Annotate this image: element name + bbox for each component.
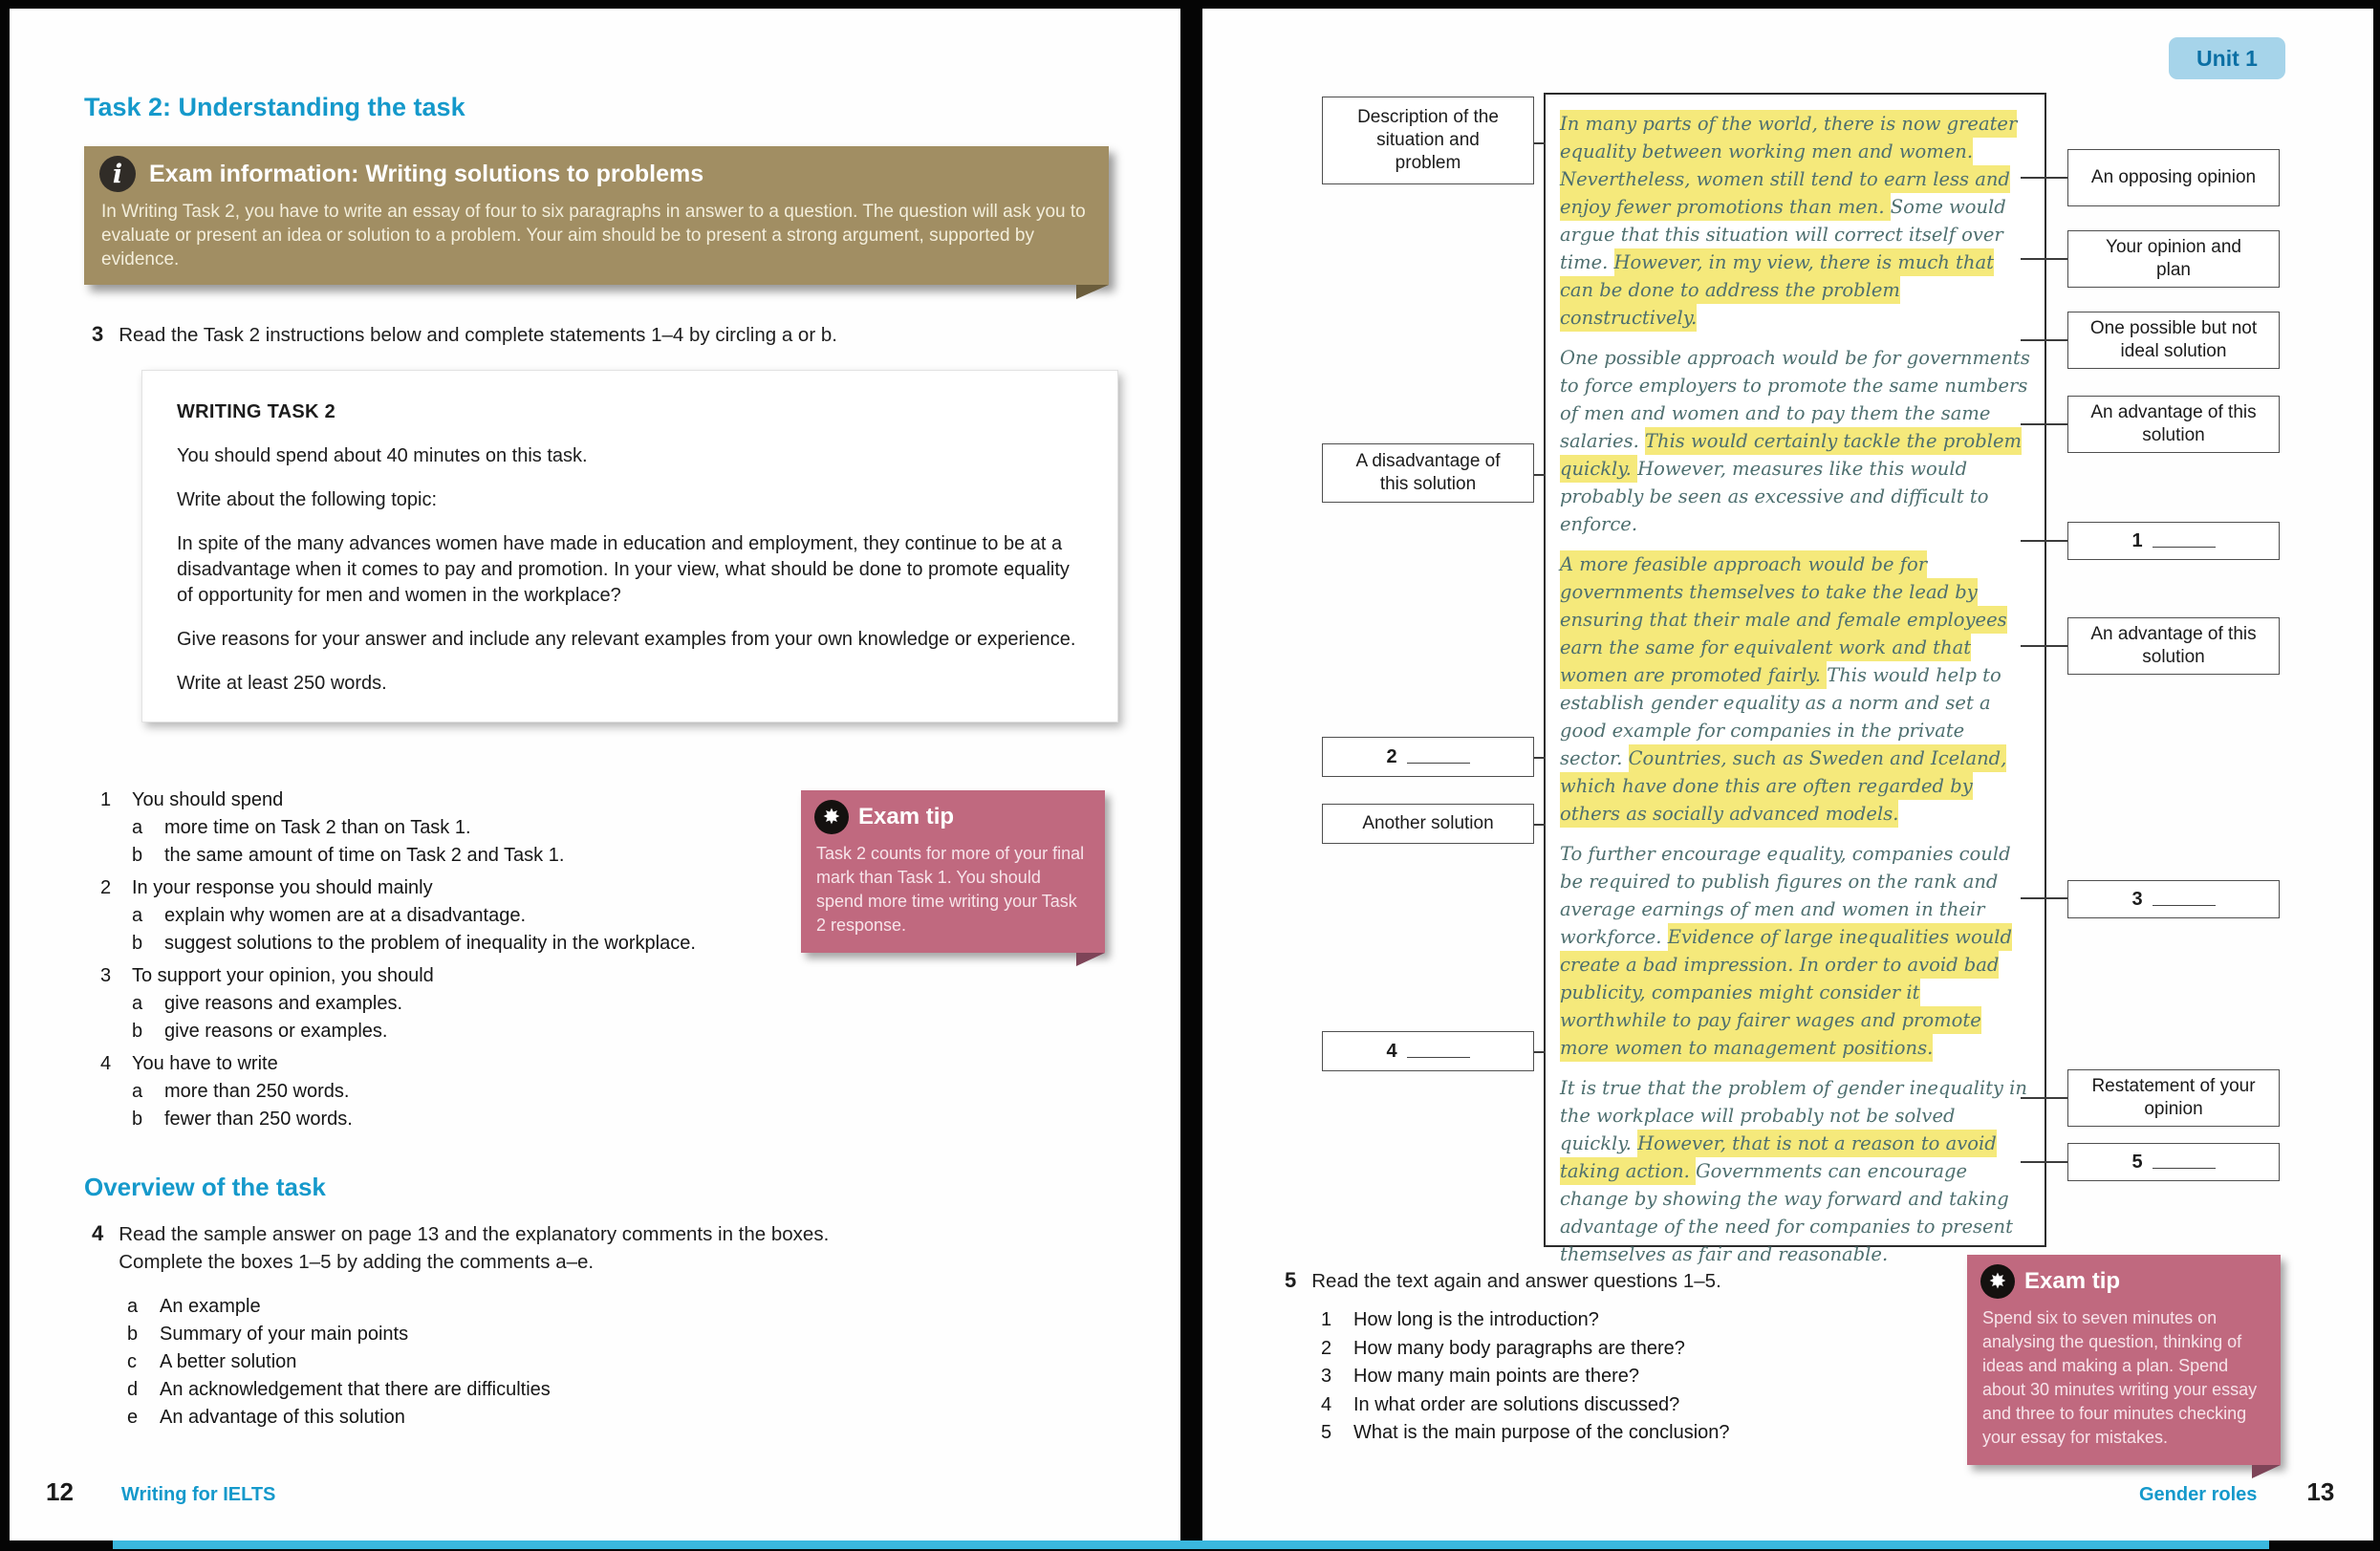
exam-tip-body: Spend six to seven minutes on analysing the question, thinking of ideas and making a plan. Spend about 30 minutes writing your essay and three to four minutes checking your essay for mistakes. [1982, 1308, 2258, 1447]
unit-tab: Unit 1 [2169, 37, 2285, 79]
essay-highlighted-text: Evidence of large inequalities would create a bad impression. In order to avoid bad publicity, companies might consider it worthwhile to pay fairer wages and promote more women to management positions. [1560, 923, 2012, 1062]
statement-number: 3 [100, 965, 112, 986]
page-number: 13 [2306, 1477, 2335, 1506]
option-letter: b [132, 933, 143, 954]
connector-line [1532, 1051, 1546, 1053]
comment-option [127, 1348, 551, 1376]
comment-text: A better solution [160, 1351, 297, 1372]
connector-line [1532, 757, 1546, 759]
question-number: 3 [1321, 1366, 1332, 1387]
essay-highlighted-text: However, that is not a reason to avoid taking action. [1560, 1130, 1997, 1185]
footer [46, 1477, 275, 1507]
footer-unit-title: Gender roles [2139, 1484, 2258, 1505]
question-row [1321, 1306, 1730, 1335]
question-text: How many main points are there? [1353, 1366, 1640, 1387]
option-text: give reasons and examples. [164, 993, 403, 1014]
connector-line [2021, 339, 2069, 341]
question-number: 2 [1321, 1337, 1332, 1359]
answer-box-1: 1 [2067, 522, 2280, 560]
question-row [1321, 1391, 1730, 1420]
comment-label-your-opinion: Your opinion and plan [2067, 230, 2280, 288]
statement-number: 4 [100, 1053, 112, 1074]
exam-tip-box [801, 790, 1105, 953]
book-spread [10, 9, 2373, 1540]
exam-tip-box [1967, 1255, 2281, 1465]
statement-4 [100, 1050, 789, 1133]
exam-tip-header [814, 800, 1090, 834]
exercise-number: 5 [1285, 1268, 1297, 1292]
exercise-instruction [119, 1220, 829, 1276]
comment-text: Summary of your main points [160, 1324, 409, 1345]
task-topic: In spite of the many advances women have made in education and employment, they continue to be at a disadvantage when it comes to pay and promotion. In your view, what should be done to promote equality of opportunity for men and women in the workplace? [177, 533, 1070, 606]
question-number: 4 [1321, 1393, 1332, 1415]
writing-task-title: WRITING TASK 2 [177, 401, 336, 422]
question-text: How long is the introduction? [1353, 1309, 1599, 1330]
question-text: In what order are solutions discussed? [1353, 1393, 1680, 1415]
exercise-instruction: Read the Task 2 instructions below and complete statements 1–4 by circling a or b. [119, 324, 837, 346]
comment-option [127, 1404, 551, 1432]
exercise-instruction: Read the text again and answer questions 1–5. [1311, 1270, 1721, 1292]
essay-text: Governments can encourage change by showing the way forward and taking advantage of the need for companies to present themselves as fair and reasonable. [1560, 1160, 2013, 1265]
exam-tip-title: Exam tip [2024, 1268, 2121, 1294]
overview-heading: Overview of the task [84, 1173, 326, 1201]
page-12 [10, 9, 1180, 1540]
answer-box-2: 2 [1322, 737, 1534, 777]
comment-option [127, 1293, 551, 1321]
statement-2 [100, 874, 789, 958]
connector-line [1532, 824, 1546, 826]
connector-line [2021, 645, 2069, 647]
essay-paragraph-2 [1560, 344, 2030, 538]
comment-letter: e [127, 1407, 139, 1428]
exam-info-header [99, 156, 1090, 192]
comment-letter: d [127, 1379, 139, 1400]
statement-stem: You have to write [132, 1053, 278, 1074]
comment-label-another-solution: Another solution [1322, 804, 1534, 844]
page-13 [1202, 9, 2373, 1540]
answer-blank [1407, 750, 1470, 764]
essay-highlighted-text: A more feasible approach would be for governments themselves to take the lead by ensuring that their male and female employees earn the same for equivalent work and that women are promoted fairly. [1560, 550, 2007, 689]
essay-text: It is true that the problem of gender inequality in the workplace will probably not be solved quickly. [1560, 1077, 2027, 1154]
statement-number: 1 [100, 789, 112, 810]
question-text: What is the main purpose of the conclusion? [1353, 1422, 1730, 1443]
answer-blank [2153, 893, 2216, 906]
question-row [1321, 1335, 1730, 1364]
comment-option [127, 1376, 551, 1404]
essay-paragraph-5 [1560, 1074, 2030, 1268]
comment-letter: c [127, 1351, 137, 1372]
option-text: fewer than 250 words. [164, 1109, 353, 1130]
essay-text: This would help to establish gender equality as a norm and set a good example for companies in the private sector. [1560, 664, 2001, 769]
instruction-line: Complete the boxes 1–5 by adding the comments a–e. [119, 1251, 595, 1273]
essay-highlighted-text: However, in my view, there is much that can be done to address the problem constructively. [1560, 248, 1994, 332]
statement-stem: To support your opinion, you should [132, 965, 434, 986]
answer-blank [2153, 534, 2216, 548]
option-letter: a [132, 905, 143, 926]
answer-blank [1407, 1045, 1470, 1058]
option-letter: a [132, 1081, 143, 1102]
connector-line [2021, 177, 2069, 179]
comment-label-advantage-2: An advantage of this solution [2067, 617, 2280, 675]
task-line: Give reasons for your answer and include any relevant examples from your own knowledge or experience. [177, 629, 1076, 650]
statement-stem: You should spend [132, 789, 284, 810]
statement-3 [100, 962, 789, 1045]
answer-box-4: 4 [1322, 1031, 1534, 1071]
exercise-number: 4 [92, 1221, 104, 1245]
connector-line [2021, 1097, 2069, 1099]
connector-line [2021, 540, 2069, 542]
comments-list [127, 1293, 551, 1432]
essay-highlighted-text: This would certainly tackle the problem quickly. [1560, 427, 2022, 483]
option-letter: b [132, 1021, 143, 1042]
task-line: Write about the following topic: [177, 489, 438, 510]
essay-text: One possible approach would be for governments to force employers to promote the same numbers of men and women and to pay them the same salaries. [1560, 347, 2030, 452]
exam-info-body: In Writing Task 2, you have to write an essay of four to six paragraphs in answer to a question. The question will ask you to evaluate or present an idea or solution to a problem. Your aim should be to present a strong argument, supported by evidence. [101, 202, 1086, 269]
comment-label-restatement: Restatement of your opinion [2067, 1069, 2280, 1127]
statement-number: 2 [100, 877, 112, 898]
comment-label-disadvantage: A disadvantage of this solution [1322, 443, 1534, 503]
comment-text: An acknowledgement that there are difficulties [160, 1379, 551, 1400]
option-letter: a [132, 817, 143, 838]
exercise-5 [1285, 1268, 1721, 1293]
page-number: 12 [46, 1477, 74, 1506]
essay-highlighted-text: Countries, such as Sweden and Iceland, which have done this are often regarded by others as socially advanced models. [1560, 744, 2006, 828]
statement-stem: In your response you should mainly [132, 877, 433, 898]
essay-paragraph-4 [1560, 840, 2030, 1062]
statements-list [100, 786, 789, 1138]
option-text: more time on Task 2 than on Task 1. [164, 817, 471, 838]
option-text: explain why women are at a disadvantage. [164, 905, 527, 926]
option-letter: b [132, 845, 143, 866]
essay-paragraph-1 [1560, 110, 2030, 332]
option-text: suggest solutions to the problem of inequality in the workplace. [164, 933, 696, 954]
connector-line [1532, 142, 1546, 144]
exam-tip-title: Exam tip [858, 804, 955, 829]
comment-option [127, 1321, 551, 1348]
essay-highlighted-text: In many parts of the world, there is now greater equality between working men and women. Nevertheless, women still tend to earn less and enjoy fewer promotions than men. [1560, 110, 2017, 221]
option-text: the same amount of time on Task 2 and Task 1. [164, 845, 565, 866]
lightbulb-icon: ✸ [814, 800, 849, 834]
answer-blank [2153, 1155, 2216, 1169]
statement-1 [100, 786, 789, 870]
essay-text: To further encourage equality, companies could be required to publish figures on the rank and average earnings of men and women in their workforce. [1560, 843, 2011, 948]
question-row [1321, 1419, 1730, 1448]
answer-box-5: 5 [2067, 1143, 2280, 1181]
essay-text: However, measures like this would probably be seen as excessive and difficult to enforce. [1560, 458, 1989, 535]
info-icon: i [99, 156, 136, 192]
option-letter: b [132, 1109, 143, 1130]
exam-info-title: Exam information: Writing solutions to problems [149, 160, 704, 187]
exam-tip-header [1980, 1264, 2265, 1299]
writing-task-box [141, 370, 1118, 722]
comment-label-opposing-opinion: An opposing opinion [2067, 149, 2280, 206]
question-text: How many body paragraphs are there? [1353, 1337, 1685, 1359]
book-edge-strip [113, 1540, 2269, 1549]
question-number: 5 [1321, 1422, 1332, 1443]
exam-tip-body: Task 2 counts for more of your final mark than Task 1. You should spend more time writing your Task 2 response. [816, 844, 1085, 935]
answer-box-3: 3 [2067, 880, 2280, 918]
connector-line [2021, 897, 2069, 899]
comment-letter: a [127, 1296, 139, 1317]
option-text: more than 250 words. [164, 1081, 350, 1102]
section-heading: Task 2: Understanding the task [84, 93, 465, 121]
option-letter: a [132, 993, 143, 1014]
task-line: You should spend about 40 minutes on this task. [177, 445, 588, 466]
comment-label-description: Description of the situation and problem [1322, 97, 1534, 184]
question-number: 1 [1321, 1309, 1332, 1330]
questions-list [1321, 1306, 1730, 1448]
comment-text: An advantage of this solution [160, 1407, 405, 1428]
comment-letter: b [127, 1324, 139, 1345]
exercise-3 [92, 322, 837, 347]
exam-info-box [84, 146, 1109, 285]
connector-line [2021, 1161, 2069, 1163]
connector-line [1532, 474, 1546, 476]
connector-line [2021, 423, 2069, 425]
connector-line [2021, 258, 2069, 260]
comment-label-advantage-1: An advantage of this solution [2067, 396, 2280, 453]
essay-text: Some would argue that this situation will correct itself over time. [1560, 196, 2006, 273]
exercise-number: 3 [92, 322, 104, 346]
lightbulb-icon: ✸ [1980, 1264, 2015, 1299]
comment-label-possible-solution: One possible but not ideal solution [2067, 312, 2280, 369]
exercise-4 [92, 1220, 829, 1276]
option-text: give reasons or examples. [164, 1021, 388, 1042]
footer [2139, 1477, 2334, 1507]
question-row [1321, 1363, 1730, 1391]
comment-text: An example [160, 1296, 261, 1317]
sample-essay-box [1544, 93, 2046, 1265]
essay-paragraph-3 [1560, 550, 2030, 828]
instruction-line: Read the sample answer on page 13 and the explanatory comments in the boxes. [119, 1223, 830, 1245]
task-line: Write at least 250 words. [177, 673, 387, 694]
footer-book-title: Writing for IELTS [120, 1484, 276, 1505]
